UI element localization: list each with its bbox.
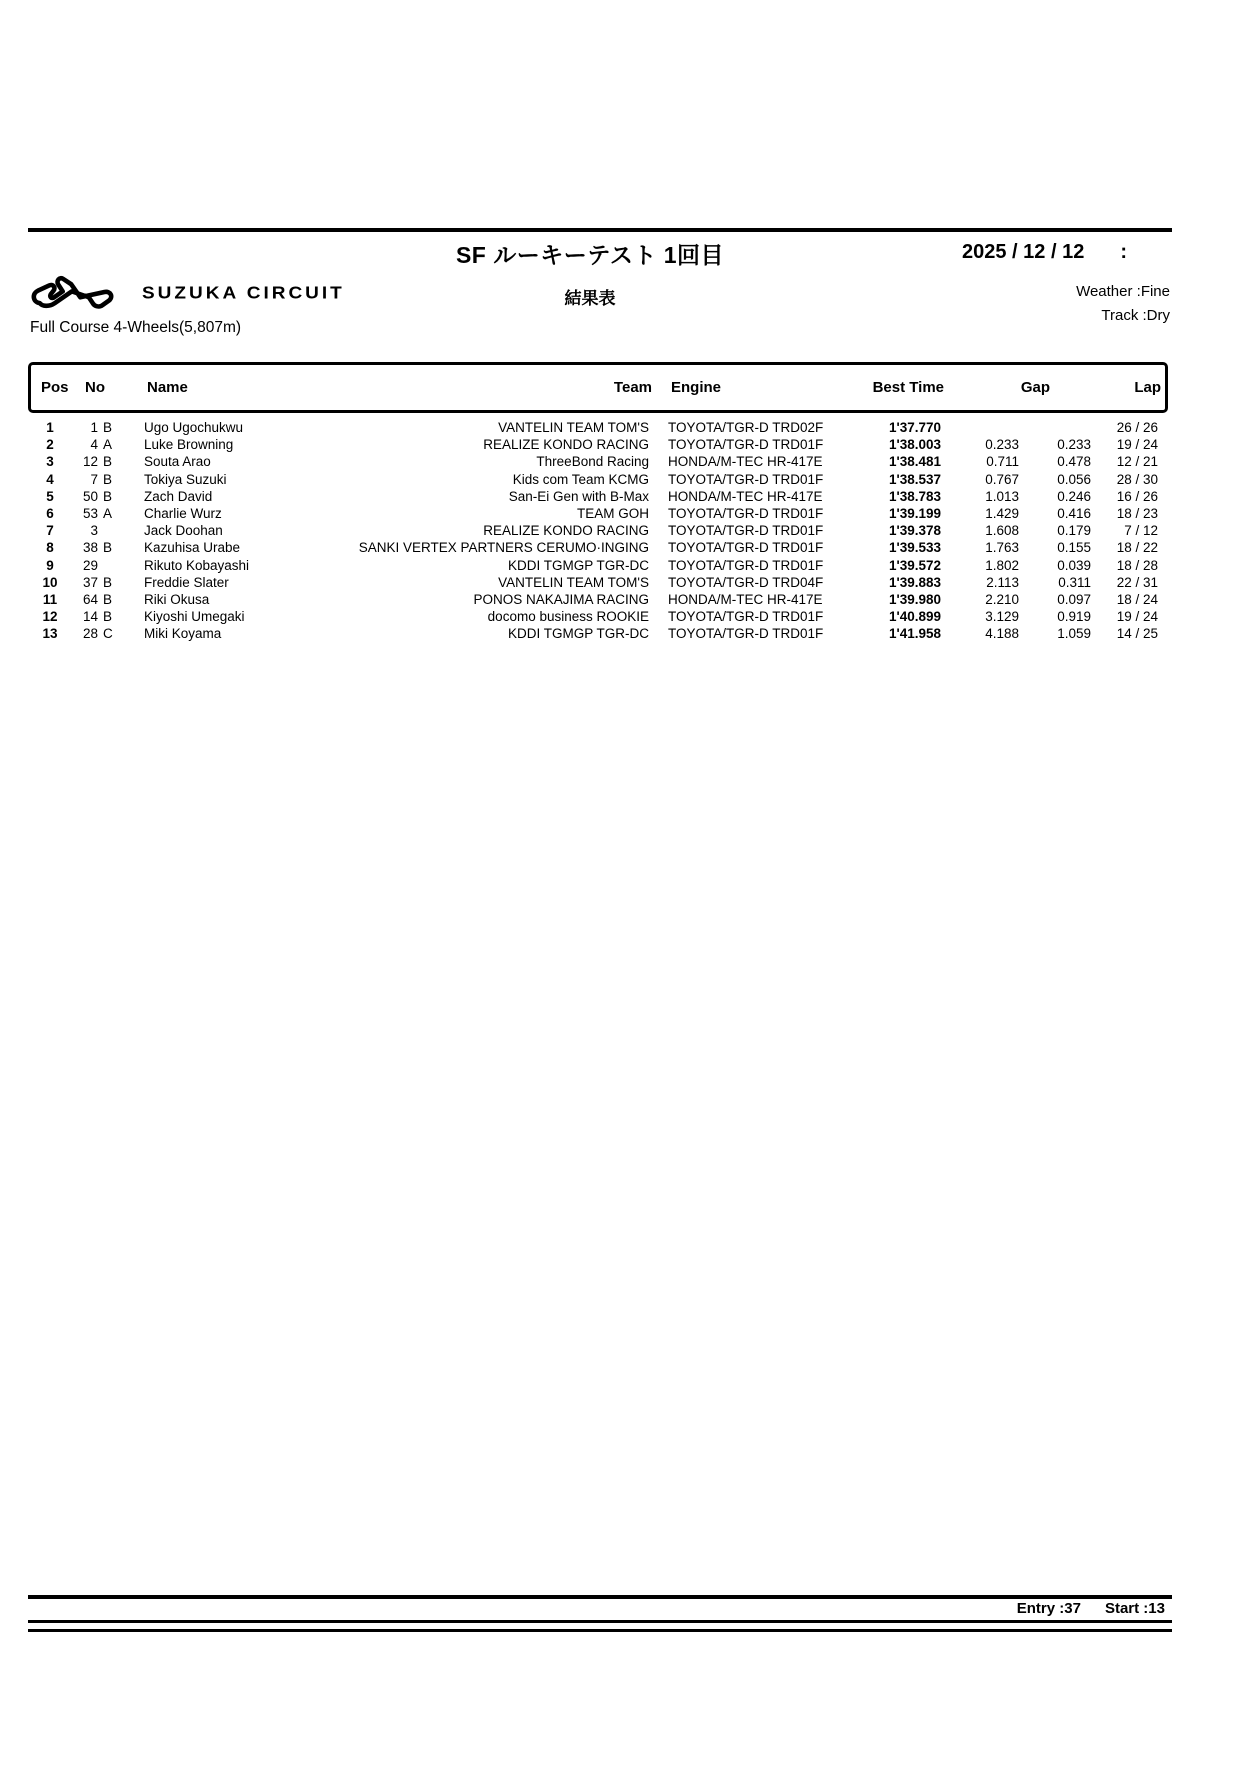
row-best-time: 1'39.199 [888, 506, 941, 522]
weather-label: Weather :Fine [1076, 283, 1170, 300]
row-car-number: 4 [90, 437, 98, 453]
col-header-best-time: Best Time [872, 379, 944, 396]
row-car-number: 64 [82, 591, 98, 607]
date-value: 2025 / 12 / 12 [962, 241, 1085, 263]
row-driver-name: Tokiya Suzuki [144, 471, 227, 487]
row-gap: 1.608 [985, 523, 1019, 539]
row-position: 12 [42, 609, 58, 625]
row-interval: 0.311 [1058, 574, 1091, 590]
row-driver-name: Charlie Wurz [144, 506, 222, 522]
row-car-number: 50 [82, 488, 98, 504]
row-driver-name: Kiyoshi Umegaki [144, 609, 245, 625]
row-driver-name: Rikuto Kobayashi [144, 557, 250, 573]
row-gap: 4.188 [985, 626, 1019, 642]
table-row [28, 557, 1168, 574]
row-team: docomo business ROOKIE [487, 609, 649, 625]
row-car-class: B [103, 574, 113, 590]
row-interval: 0.478 [1057, 454, 1091, 470]
table-header [28, 362, 1168, 413]
table-body [28, 419, 1168, 642]
table-row [28, 522, 1168, 539]
row-team: VANTELIN TEAM TOM'S [498, 574, 649, 590]
report-type-label: 結果表 [564, 289, 616, 308]
row-team: REALIZE KONDO RACING [483, 437, 649, 453]
row-position: 2 [46, 437, 54, 453]
row-lap: 28 / 30 [1116, 471, 1158, 487]
entry-count-label: Entry :37 [1016, 1600, 1081, 1617]
row-lap: 7 / 12 [1124, 523, 1158, 539]
row-best-time: 1'37.770 [888, 420, 941, 436]
col-header-team: Team [613, 379, 652, 396]
table-row [28, 471, 1168, 488]
row-team: KDDI TGMGP TGR-DC [507, 557, 649, 573]
row-car-number: 53 [82, 506, 98, 522]
row-best-time: 1'41.958 [888, 626, 941, 642]
row-car-class: B [103, 609, 113, 625]
row-engine: TOYOTA/TGR-D TRD01F [668, 540, 824, 556]
row-engine: TOYOTA/TGR-D TRD01F [668, 523, 824, 539]
row-car-number: 1 [90, 420, 98, 436]
row-car-number: 38 [82, 540, 98, 556]
footer-divider-middle [28, 1620, 1172, 1623]
row-team: TEAM GOH [576, 506, 649, 522]
row-gap: 1.013 [985, 488, 1019, 504]
row-team: Kids com Team KCMG [512, 471, 649, 487]
table-row [28, 453, 1168, 470]
row-driver-name: Luke Browning [144, 437, 234, 453]
row-position: 8 [46, 540, 54, 556]
row-team: San-Ei Gen with B-Max [508, 488, 649, 504]
row-engine: TOYOTA/TGR-D TRD04F [668, 574, 824, 590]
row-position: 10 [42, 574, 58, 590]
col-header-lap: Lap [1134, 379, 1161, 396]
row-driver-name: Freddie Slater [144, 574, 229, 590]
row-best-time: 1'38.003 [888, 437, 941, 453]
row-engine: TOYOTA/TGR-D TRD01F [668, 437, 824, 453]
row-team: KDDI TGMGP TGR-DC [507, 626, 649, 642]
row-engine: HONDA/M-TEC HR-417E [668, 591, 823, 607]
page-title: SF ルーキーテスト 1回目 [455, 242, 725, 268]
table-row [28, 574, 1168, 591]
row-gap: 2.113 [986, 574, 1019, 590]
row-car-number: 29 [82, 557, 98, 573]
table-row [28, 419, 1168, 436]
row-lap: 18 / 24 [1116, 591, 1158, 607]
row-driver-name: Zach David [144, 488, 213, 504]
row-car-class: B [103, 591, 113, 607]
row-team: VANTELIN TEAM TOM'S [498, 420, 649, 436]
row-interval: 1.059 [1057, 626, 1091, 642]
footer-stats [1017, 1600, 1165, 1617]
row-gap: 3.129 [985, 609, 1019, 625]
table-row [28, 625, 1168, 642]
row-best-time: 1'39.378 [888, 523, 941, 539]
row-lap: 18 / 23 [1116, 506, 1158, 522]
row-best-time: 1'40.899 [888, 609, 941, 625]
table-row [28, 539, 1168, 556]
row-car-number: 28 [82, 626, 98, 642]
row-team: SANKI VERTEX PARTNERS CERUMO·INGING [358, 540, 649, 556]
row-car-class: B [103, 471, 113, 487]
row-interval: 0.039 [1057, 557, 1091, 573]
row-driver-name: Miki Koyama [144, 626, 222, 642]
row-position: 4 [46, 471, 54, 487]
row-position: 9 [46, 557, 54, 573]
row-driver-name: Ugo Ugochukwu [144, 420, 244, 436]
row-gap: 1.802 [985, 557, 1019, 573]
row-car-class: A [103, 506, 113, 522]
row-interval: 0.056 [1057, 471, 1091, 487]
header-divider [28, 228, 1172, 232]
course-info-label: Full Course 4-Wheels(5,807m) [30, 319, 242, 336]
row-engine: HONDA/M-TEC HR-417E [668, 454, 823, 470]
row-team: REALIZE KONDO RACING [483, 523, 649, 539]
row-lap: 19 / 24 [1116, 609, 1158, 625]
row-gap: 1.429 [985, 506, 1019, 522]
row-driver-name: Riki Okusa [144, 591, 210, 607]
row-car-class: B [103, 454, 113, 470]
row-car-number: 7 [90, 471, 98, 487]
row-position: 5 [46, 488, 54, 504]
row-driver-name: Souta Arao [144, 454, 211, 470]
row-car-number: 37 [82, 574, 98, 590]
row-engine: TOYOTA/TGR-D TRD01F [668, 626, 824, 642]
row-car-number: 3 [90, 523, 98, 539]
row-best-time: 1'39.980 [888, 591, 941, 607]
row-gap: 0.767 [985, 471, 1019, 487]
row-lap: 16 / 26 [1116, 488, 1158, 504]
row-position: 6 [46, 506, 54, 522]
row-car-class: B [103, 488, 113, 504]
col-header-pos: Pos [41, 379, 69, 396]
row-gap: 1.763 [985, 540, 1019, 556]
row-engine: HONDA/M-TEC HR-417E [668, 488, 823, 504]
row-lap: 19 / 24 [1116, 437, 1158, 453]
col-header-no: No [85, 379, 105, 396]
col-header-engine: Engine [671, 379, 722, 396]
row-lap: 22 / 31 [1116, 574, 1158, 590]
session-date [962, 241, 1127, 264]
row-position: 1 [46, 420, 54, 436]
table-header-grid [31, 379, 1165, 396]
row-driver-name: Jack Doohan [144, 523, 223, 539]
row-driver-name: Kazuhisa Urabe [144, 540, 241, 556]
row-best-time: 1'39.572 [888, 557, 941, 573]
row-interval: 0.919 [1057, 609, 1091, 625]
table-row [28, 505, 1168, 522]
row-car-class: B [103, 420, 113, 436]
col-header-gap: Gap [1020, 379, 1050, 396]
table-row [28, 591, 1168, 608]
row-best-time: 1'38.783 [888, 488, 941, 504]
row-gap: 0.711 [986, 454, 1019, 470]
row-team: PONOS NAKAJIMA RACING [473, 591, 649, 607]
row-interval: 0.097 [1057, 591, 1091, 607]
row-car-class: C [103, 626, 113, 642]
row-interval: 0.155 [1057, 540, 1091, 556]
row-car-class: B [103, 540, 113, 556]
row-engine: TOYOTA/TGR-D TRD01F [668, 506, 824, 522]
row-position: 7 [46, 523, 54, 539]
row-best-time: 1'38.481 [888, 454, 941, 470]
row-position: 3 [46, 454, 54, 470]
row-interval: 0.416 [1057, 506, 1091, 522]
table-row [28, 608, 1168, 625]
row-position: 11 [42, 591, 58, 607]
row-gap: 2.210 [985, 591, 1019, 607]
row-best-time: 1'39.883 [888, 574, 941, 590]
row-engine: TOYOTA/TGR-D TRD01F [668, 609, 824, 625]
row-engine: TOYOTA/TGR-D TRD02F [668, 420, 824, 436]
col-header-name: Name [147, 379, 188, 396]
row-car-class: A [103, 437, 113, 453]
table-row [28, 488, 1168, 505]
row-car-number: 12 [82, 454, 98, 470]
footer-divider-bottom [28, 1629, 1172, 1632]
row-lap: 26 / 26 [1116, 420, 1158, 436]
circuit-wordmark: SUZUKA CIRCUIT [142, 283, 345, 304]
row-lap: 18 / 22 [1116, 540, 1158, 556]
row-team: ThreeBond Racing [536, 454, 649, 470]
row-car-number: 14 [82, 609, 98, 625]
row-best-time: 1'38.537 [888, 471, 941, 487]
start-count-label: Start :13 [1104, 1600, 1165, 1617]
row-lap: 18 / 28 [1116, 557, 1158, 573]
table-row [28, 436, 1168, 453]
row-lap: 14 / 25 [1116, 626, 1158, 642]
row-interval: 0.246 [1057, 488, 1091, 504]
row-gap: 0.233 [985, 437, 1019, 453]
row-lap: 12 / 21 [1116, 454, 1158, 470]
footer-divider-top [28, 1595, 1172, 1599]
row-position: 13 [42, 626, 58, 642]
row-interval: 0.179 [1057, 523, 1091, 539]
time-separator: : [1120, 241, 1127, 263]
row-best-time: 1'39.533 [888, 540, 941, 556]
row-engine: TOYOTA/TGR-D TRD01F [668, 557, 824, 573]
row-interval: 0.233 [1057, 437, 1091, 453]
row-engine: TOYOTA/TGR-D TRD01F [668, 471, 824, 487]
track-condition-label: Track :Dry [1101, 307, 1170, 324]
